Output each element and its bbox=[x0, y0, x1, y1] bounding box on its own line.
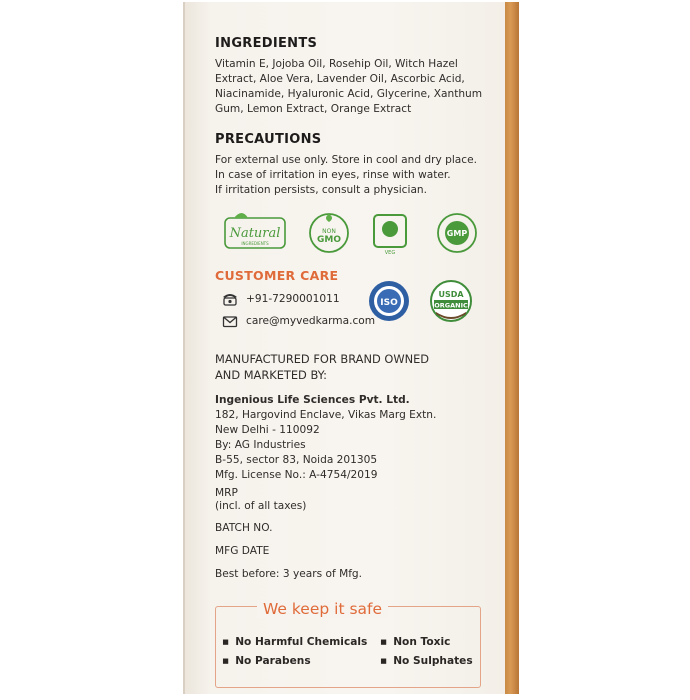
address-line: New Delhi - 110092 bbox=[215, 424, 320, 436]
usda-label: USDA bbox=[438, 290, 464, 299]
safe-item: ▪ No Harmful Chemicals bbox=[222, 636, 367, 648]
precautions-line: For external use only. Store in cool and dry place. bbox=[215, 154, 478, 166]
batch-number-label: BATCH NO. bbox=[215, 522, 273, 534]
email-row bbox=[222, 314, 375, 328]
address-line: By: AG Industries bbox=[215, 439, 306, 451]
email-envelope-icon bbox=[222, 314, 238, 328]
product-box-side-edge bbox=[505, 2, 519, 694]
veg-label: VEG bbox=[384, 250, 396, 256]
manufacturer-heading-line: MANUFACTURED FOR BRAND OWNED bbox=[215, 352, 430, 366]
non-gmo-top: NON bbox=[322, 228, 336, 235]
address-line: B-55, sector 83, Noida 201305 bbox=[215, 454, 378, 466]
phone-row bbox=[222, 292, 340, 306]
organic-label: ORGANIC bbox=[434, 301, 468, 310]
usda-organic-badge-icon bbox=[428, 278, 474, 324]
veg-icon bbox=[368, 210, 414, 256]
precautions-line: In case of irritation in eyes, rinse with water. bbox=[215, 169, 451, 181]
telephone-icon bbox=[222, 292, 238, 306]
address-line: 182, Hargovind Enclave, Vikas Marg Extn. bbox=[215, 409, 437, 421]
safe-title: We keep it safe bbox=[257, 600, 388, 618]
iso-badge-icon bbox=[366, 278, 412, 324]
license-line: Mfg. License No.: A-4754/2019 bbox=[215, 469, 378, 481]
customer-care-heading: CUSTOMER CARE bbox=[215, 268, 339, 283]
precautions-line: If irritation persists, consult a physician. bbox=[215, 184, 428, 196]
non-gmo-icon bbox=[306, 210, 352, 256]
phone-number: +91-7290001011 bbox=[246, 293, 340, 305]
mrp-note: (incl. of all taxes) bbox=[215, 500, 307, 512]
ingredients-line: Gum, Lemon Extract, Orange Extract bbox=[215, 103, 412, 115]
ingredients-line: Extract, Aloe Vera, Lavender Oil, Ascorbic Acid, bbox=[215, 73, 465, 85]
gmp-icon bbox=[434, 210, 480, 256]
company-name: Ingenious Life Sciences Pvt. Ltd. bbox=[215, 394, 410, 406]
mfg-date-label: MFG DATE bbox=[215, 545, 270, 557]
certification-icons bbox=[222, 210, 492, 266]
gmp-label: GMP bbox=[446, 229, 468, 238]
safe-item: ▪ No Sulphates bbox=[380, 655, 473, 667]
natural-ingredients-icon bbox=[222, 210, 288, 256]
safe-item: ▪ No Parabens bbox=[222, 655, 311, 667]
non-gmo-bottom: GMO bbox=[317, 235, 341, 245]
mrp-label: MRP bbox=[215, 487, 238, 499]
ingredients-heading: INGREDIENTS bbox=[215, 36, 318, 51]
email-address: care@myvedkarma.com bbox=[246, 315, 376, 327]
ingredients-line: Vitamin E, Jojoba Oil, Rosehip Oil, Witch Hazel bbox=[215, 58, 458, 70]
safe-item: ▪ Non Toxic bbox=[380, 636, 450, 648]
precautions-heading: PRECAUTIONS bbox=[215, 132, 322, 147]
iso-label: ISO bbox=[380, 298, 398, 308]
manufacturer-heading-line: AND MARKETED BY: bbox=[215, 368, 327, 382]
natural-label: Natural bbox=[229, 226, 281, 241]
ingredients-line: Niacinamide, Hyaluronic Acid, Glycerine, Xanthum bbox=[215, 88, 483, 100]
best-before-label: Best before: 3 years of Mfg. bbox=[215, 568, 363, 580]
natural-sub-label: INGREDIENTS bbox=[241, 241, 269, 246]
